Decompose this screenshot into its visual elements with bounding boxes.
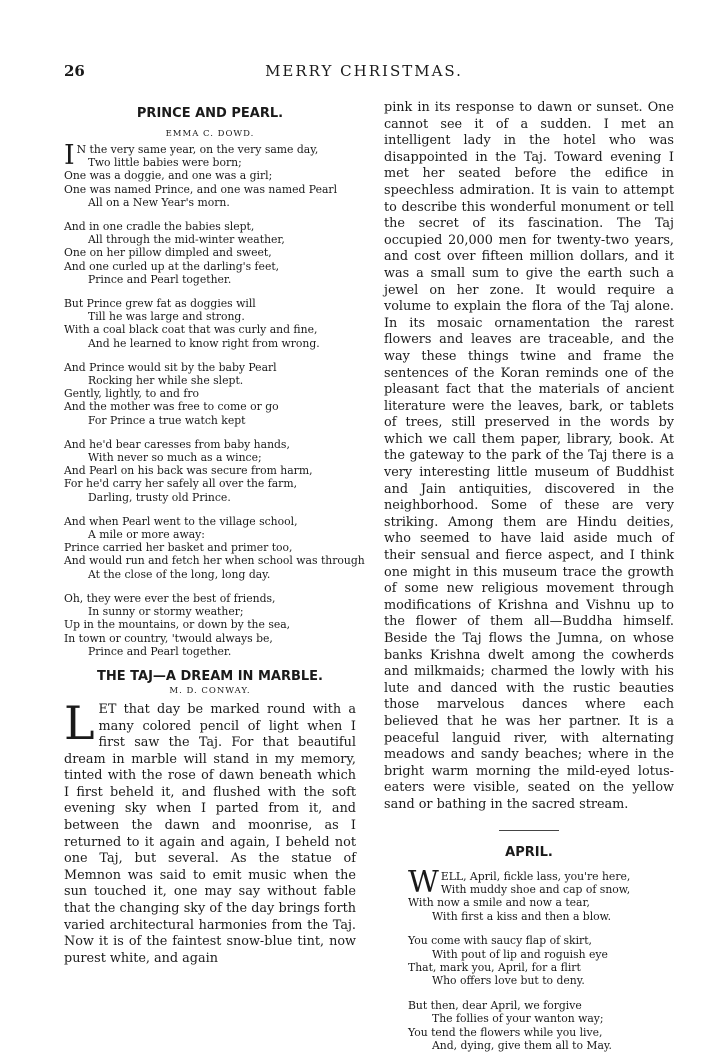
poem-line-text: And, dying, give them all to May. <box>432 1039 612 1052</box>
poem-line <box>408 910 674 923</box>
dropcap: W <box>408 864 439 900</box>
poem-line-text: With first a kiss and then a blow. <box>432 909 612 923</box>
poem-line-text: And would run and fetch her when school was through <box>64 554 365 568</box>
poem-body-april <box>384 864 674 1053</box>
essay-author: M. D. CONWAY. <box>169 685 251 696</box>
poem-line <box>64 554 365 568</box>
poem-line <box>64 515 356 528</box>
poem-line-text: Darling, trusty old Prince. <box>88 490 231 504</box>
poem-line-text: And the mother was free to come or go <box>64 400 279 414</box>
poem-line-text: All on a New Year's morn. <box>88 195 230 209</box>
stanza <box>64 220 356 286</box>
essay-text-left <box>64 695 356 968</box>
poem-line <box>64 400 356 413</box>
poem-line <box>64 632 356 645</box>
poem-line-text: ELL, April, fickle lass, you're here, <box>440 869 631 883</box>
poem-line-text: A mile or more away: <box>88 528 205 542</box>
poem-line <box>64 323 356 336</box>
poem-line-text: Oh, they were ever the best of friends, <box>64 591 276 605</box>
poem-line <box>64 491 356 504</box>
poem-line <box>64 310 356 323</box>
poem-line-text: One was named Prince, and one was named Pearl <box>64 182 338 196</box>
poem-line <box>64 361 356 374</box>
poem-line-text: And Prince would sit by the baby Pearl <box>64 360 277 374</box>
left-column <box>64 100 365 967</box>
poem-line <box>64 183 356 196</box>
section-divider <box>499 830 559 831</box>
poem-line-text: One on her pillow dimpled and sweet, <box>64 246 272 260</box>
poem-line-text: Two little babies were born; <box>88 156 242 170</box>
poem-line <box>64 246 356 259</box>
poem-line <box>408 961 674 974</box>
poem-line <box>408 999 674 1012</box>
poem-line-text: The follies of your wanton way; <box>432 1012 604 1026</box>
stanza <box>64 361 356 427</box>
poem-title-prince-and-pearl: PRINCE AND PEARL. <box>136 106 284 121</box>
poem-body-prince-and-pearl <box>64 140 365 658</box>
stanza <box>64 140 356 209</box>
running-title: MERRY CHRISTMAS. <box>265 62 463 80</box>
poem-line-text: But Prince grew fat as doggies will <box>64 297 256 311</box>
poem-line-text: With a coal black coat that was curly and fine, <box>64 323 318 337</box>
poem-line <box>64 451 356 464</box>
dropcap: I <box>64 140 75 171</box>
poem-line-text: For he'd carry her safely all over the farm, <box>64 477 298 491</box>
poem-line <box>408 883 674 896</box>
poem-line <box>64 477 356 490</box>
poem-line-text: Till he was large and strong. <box>88 310 245 324</box>
stanza <box>64 438 356 504</box>
stanza <box>64 297 356 350</box>
poem-line <box>64 528 356 541</box>
poem-line-text: And he'd bear caresses from baby hands, <box>64 437 290 451</box>
poem-line <box>64 220 356 233</box>
poem-line <box>408 974 674 987</box>
poem-line-text: Up in the mountains, or down by the sea, <box>64 618 291 632</box>
poem-line <box>408 948 674 961</box>
poem-line <box>64 414 356 427</box>
poem-line <box>408 934 674 947</box>
page-number: 26 <box>64 62 85 80</box>
poem-line <box>64 541 356 554</box>
poem-line-text: But then, dear April, we forgive <box>408 998 582 1012</box>
stanza <box>408 864 674 924</box>
poem-line-text: Prince carried her basket and primer too, <box>64 541 293 555</box>
poem-line-text: And one curled up at the darling's feet, <box>64 259 280 273</box>
poem-line <box>64 387 356 400</box>
poem-line-text: One was a doggie, and one was a girl; <box>64 169 273 183</box>
poem-line <box>64 156 356 169</box>
poem-line <box>64 196 356 209</box>
poem-line-text: Gently, lightly, to and fro <box>64 387 200 401</box>
poem-line <box>408 896 674 909</box>
poem-line <box>64 273 356 286</box>
poem-line <box>64 618 356 631</box>
poem-line-text: With muddy shoe and cap of snow, <box>440 882 631 896</box>
poem-line <box>408 1039 674 1052</box>
poem-line-text: Rocking her while she slept. <box>88 374 244 388</box>
poem-title-april: APRIL. <box>505 844 553 860</box>
stanza <box>64 514 365 581</box>
poem-line-text: And he learned to know right from wrong. <box>88 336 320 350</box>
poem-line-text: At the close of the long, long day. <box>88 567 271 581</box>
poem-line-text: You tend the flowers while you live, <box>408 1025 603 1039</box>
poem-line <box>64 592 356 605</box>
stanza <box>64 592 356 658</box>
poem-line <box>64 233 356 246</box>
poem-line-text: That, mark you, April, for a flirt <box>408 960 581 974</box>
poem-line <box>64 374 356 387</box>
poem-line-text: And Pearl on his back was secure from harm, <box>64 464 313 478</box>
poem-line <box>408 1026 674 1039</box>
stanza <box>408 934 674 988</box>
poem-line <box>64 337 356 350</box>
poem-line <box>64 438 356 451</box>
poem-line-text: With pout of lip and roguish eye <box>432 947 608 961</box>
poem-author-prince-and-pearl: EMMA C. DOWD. <box>165 129 255 139</box>
poem-line <box>64 605 356 618</box>
poem-line <box>64 568 356 581</box>
poem-line <box>64 464 356 477</box>
essay-text-right: pink in its response to dawn or sunset. One cannot see it of a sudden. I met an intelligent lady in the hotel who was disappointed in the Taj. Toward evening I met her seated before the edifice in speechless admiration. It is vain to attempt to describe this wonderful monument or tell the secret of its fascination. The Taj occupied 20,000 men for twenty-two years, and cost over fifteen million dollars, and it was a small sum to give the earth such a jewel on her zone. It would require a volume to explain the flora of the Taj alone. In its mosaic ornamentation the rarest flowers and leaves are traceable, and the way these things twine and frame the sentences of the Koran reminds one of the pleasant fact that the materials of ancient literature were the leaves, bark, or tablets of trees, still preserved in the words by which we call them paper, library, book. At the gateway to the park of the Taj there is a very interesting little museum of Buddhist and Jain antiquities, discovered in the neighborhood. Some of these are very striking. Among them are Hindu deities, who seemed to have laid aside much of their sensual and fierce aspect, and I think one might in this museum trace the growth of some new religious movement through modifications of Krishna and Vishnu up to the flower of them all—Buddha himself. Beside the Taj flows the Jumna, on whose banks Krishna dwelt among the cowherds and milkmaids; charmed the lowly with his lute and danced with the rustic beauties those marvelous dances where each believed that he was her partner. It is a peaceful languid river, with alternating meadows and sandy beaches; where in the bright warm morning the mild-eyed lotus-eaters were visible, seated on the yellow sand or bathing in the sacred stream. <box>384 100 674 812</box>
poem-line-text: In sunny or stormy weather; <box>88 605 244 619</box>
poem-line-text: You come with saucy flap of skirt, <box>408 934 592 948</box>
stanza <box>408 999 674 1053</box>
poem-line-text: Prince and Pearl together. <box>88 272 232 286</box>
poem-line-text: N the very same year, on the very same day, <box>76 143 319 156</box>
poem-line <box>64 297 356 310</box>
poem-line-text: And in one cradle the babies slept, <box>64 220 255 234</box>
poem-line <box>64 169 356 182</box>
poem-line-text: With now a smile and now a tear, <box>408 896 590 910</box>
right-column <box>384 100 674 1063</box>
essay-dropcap: L <box>64 695 95 750</box>
poem-line-text: With never so much as a wince; <box>88 451 262 465</box>
poem-line-text: And when Pearl went to the village school, <box>64 514 298 528</box>
poem-line-text: For Prince a true watch kept <box>88 413 246 427</box>
poem-line-text: In town or country, 'twould always be, <box>64 631 273 645</box>
poem-line-text: Who offers love but to deny. <box>432 974 585 988</box>
poem-line-text: All through the mid-winter weather, <box>88 233 285 247</box>
poem-line <box>64 645 356 658</box>
page-header <box>64 62 664 86</box>
poem-line-text: Prince and Pearl together. <box>88 644 232 658</box>
poem-line <box>408 1012 674 1025</box>
essay-text-left-body: ET that day be marked round with a many colored pencil of light when I first saw the Taj. For that beautiful dream in marble will stand in my memory, tinted with the rose of dawn beneath which I first beheld it, and flushed with the soft evening sky when I parted from it, and between the dawn and moonrise, as I returned to it again and again, I beheld not one Taj, but several. As the statue of Memnon was said to emit music when the sun touched it, one may say without fable that the changing sky of the day brings forth varied architectural harmonies from the Taj. Now it is of the faintest snow-blue tint, now purest white, and again <box>64 701 356 966</box>
essay-title: THE TAJ—A DREAM IN MARBLE. <box>97 668 323 684</box>
poem-line <box>64 260 356 273</box>
